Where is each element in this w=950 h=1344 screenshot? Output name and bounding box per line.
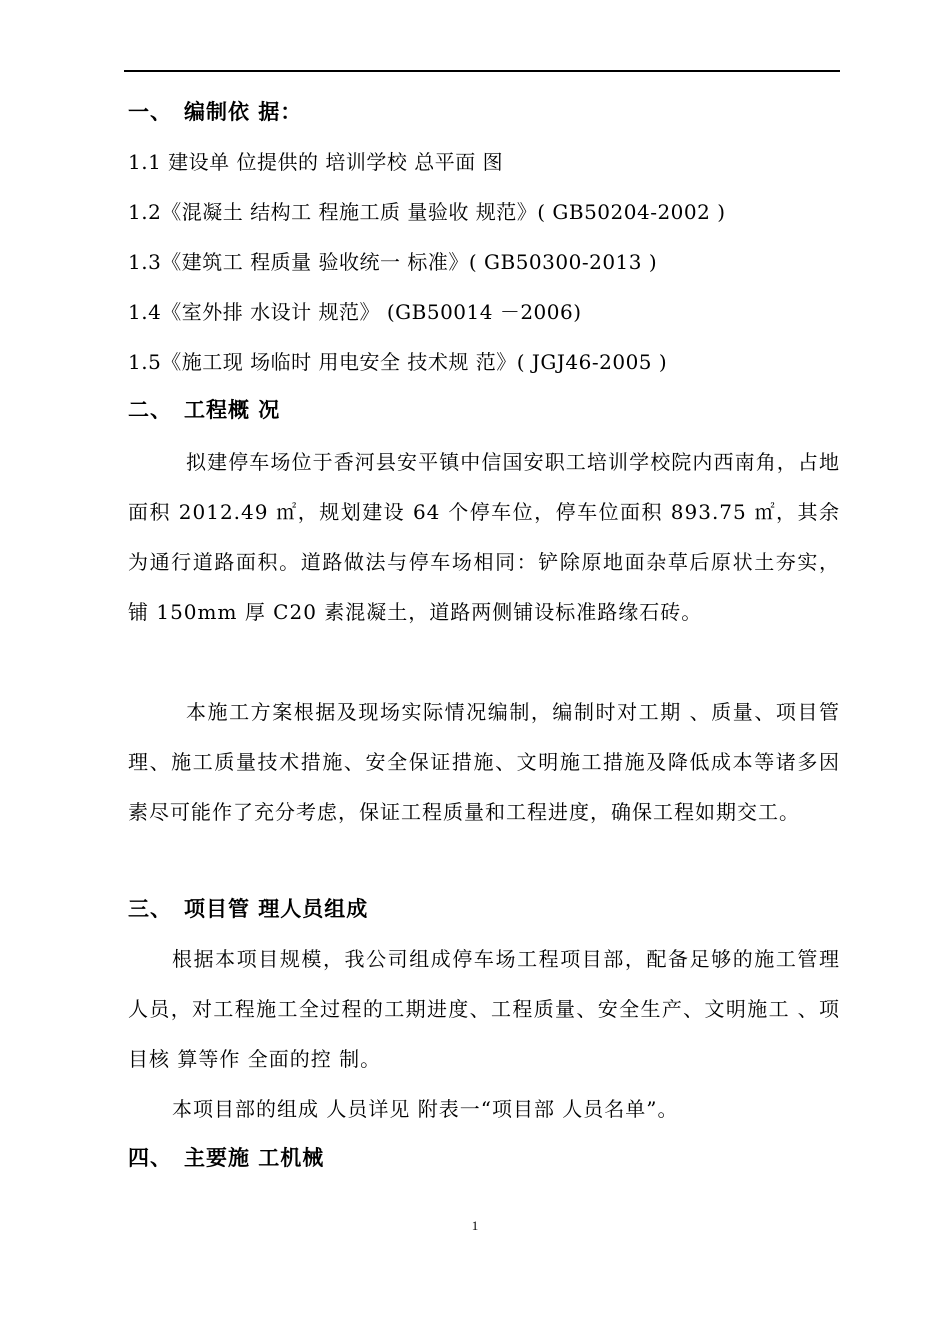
basis-item-3: 1.3《建筑工 程质量 验收统一 标准》( GB50300-2013 ) bbox=[128, 250, 658, 274]
section-title: 工程概 况 bbox=[184, 397, 281, 422]
section-number: 二、 bbox=[128, 397, 172, 422]
section-number: 四、 bbox=[128, 1145, 172, 1170]
section-number: 一、 bbox=[128, 99, 172, 124]
section-number: 三、 bbox=[128, 896, 172, 921]
basis-item-2: 1.2《混凝土 结构工 程施工质 量验收 规范》( GB50204-2002 ) bbox=[128, 200, 726, 224]
section-heading-3 bbox=[128, 895, 368, 923]
header-rule bbox=[124, 70, 840, 72]
page-number: 1 bbox=[471, 1218, 479, 1233]
basis-item-1: 1.1 建设单 位提供的 培训学校 总平面 图 bbox=[128, 150, 504, 174]
section-title: 主要施 工机械 bbox=[184, 1145, 325, 1170]
section-title: 编制依 据： bbox=[184, 99, 303, 124]
section-title: 项目管 理人员组成 bbox=[184, 896, 369, 921]
section-heading-1 bbox=[128, 98, 302, 126]
basis-item-4: 1.4《室外排 水设计 规范》 (GB50014 －2006) bbox=[128, 300, 582, 324]
overview-paragraph-2: 本施工方案根据及现场实际情况编制，编制时对工期 、质量、项目管理、施工质量技术措施、安全保证措施、文明施工措施及降低成本等诸多因素尽可能作了充分考虑，保证工程质量和工程进度，确保工程如期交工。 bbox=[128, 700, 840, 824]
section-heading-2 bbox=[128, 396, 280, 424]
staff-paragraph-2: 本项目部的组成 人员详见 附表一“项目部 人员名单”。 bbox=[172, 1097, 679, 1121]
basis-item-5: 1.5《施工现 场临时 用电安全 技术规 范》( JGJ46-2005 ) bbox=[128, 350, 668, 374]
overview-paragraph-1: 拟建停车场位于香河县安平镇中信国安职工培训学校院内西南角，占地面积 2012.49 ㎡，规划建设 64 个停车位，停车位面积 893.75 ㎡，其余为通行道路面积。道路做法与停车场相同：铲除原地面杂草后原状土夯实，铺 150mm 厚 C20 素混凝土，道路两侧铺设标准路缘石砖。 bbox=[128, 450, 840, 624]
section-heading-4 bbox=[128, 1144, 324, 1172]
staff-paragraph-1: 根据本项目规模，我公司组成停车场工程项目部，配备足够的施工管理人员，对工程施工全过程的工期进度、工程质量、安全生产、文明施工 、项目核 算等作 全面的控 制。 bbox=[128, 947, 840, 1071]
